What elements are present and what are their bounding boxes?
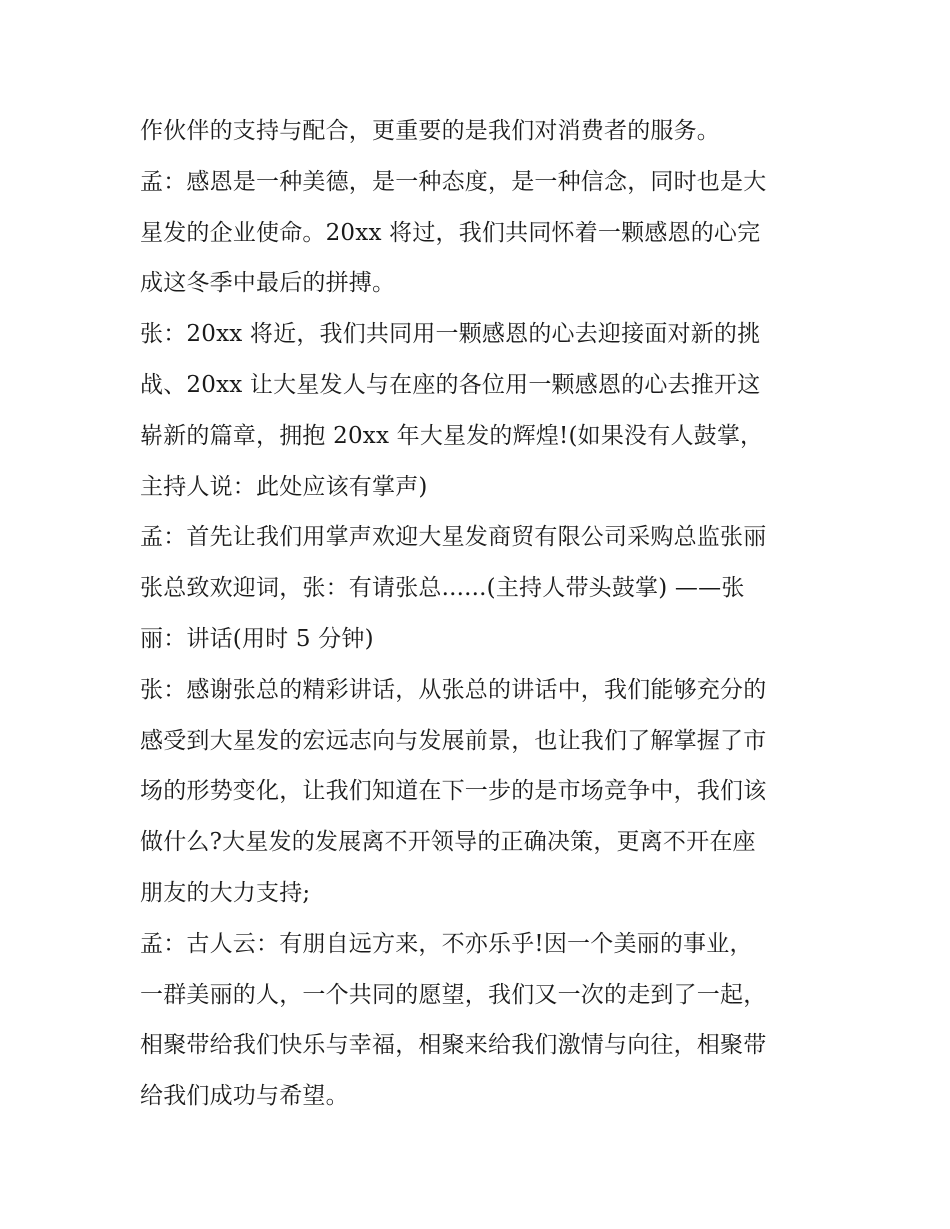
- text-line: 朋友的大力支持;: [140, 879, 311, 906]
- text-line: 孟：感恩是一种美德，是一种态度，是一种信念，同时也是大: [140, 168, 767, 195]
- text-line: 场的形势变化，让我们知道在下一步的是市场竞争中，我们该: [140, 778, 767, 805]
- text-line: 做什么?大星发的发展离不开领导的正确决策，更离不开在座: [140, 829, 756, 856]
- text-line: 崭新的篇章，拥抱 20xx 年大星发的辉煌!(如果没有人鼓掌，: [140, 422, 764, 449]
- text-line: 相聚带给我们快乐与幸福，相聚来给我们激情与向往，相聚带: [140, 1032, 767, 1059]
- text-line: 战、20xx 让大星发人与在座的各位用一颗感恩的心去推开这: [140, 371, 761, 398]
- text-line: 张：感谢张总的精彩讲话，从张总的讲话中，我们能够充分的: [140, 676, 767, 703]
- text-line: 给我们成功与希望。: [140, 1083, 349, 1110]
- text-line: 张：20xx 将近，我们共同用一颗感恩的心去迎接面对新的挑: [140, 321, 761, 348]
- text-line: 感受到大星发的宏远志向与发展前景，也让我们了解掌握了市: [140, 727, 767, 754]
- text-line: 丽：讲话(用时 5 分钟): [140, 625, 374, 652]
- text-line: 孟：首先让我们用掌声欢迎大星发商贸有限公司采购总监张丽: [140, 524, 767, 551]
- text-line: 成这冬季中最后的拼搏。: [140, 270, 396, 297]
- text-line: 作伙伴的支持与配合，更重要的是我们对消费者的服务。: [140, 118, 720, 144]
- text-line: 主持人说：此处应该有掌声): [140, 473, 428, 500]
- text-line: 孟：古人云：有朋自远方来，不亦乐乎!因一个美丽的事业，: [140, 930, 753, 957]
- text-line: 一群美丽的人，一个共同的愿望，我们又一次的走到了一起，: [140, 981, 767, 1008]
- document-body: [140, 106, 820, 1122]
- text-line: 张总致欢迎词，张：有请张总......(主持人带头鼓掌) ——张: [140, 575, 745, 602]
- text-line: 星发的企业使命。20xx 将过，我们共同怀着一颗感恩的心完: [140, 219, 761, 246]
